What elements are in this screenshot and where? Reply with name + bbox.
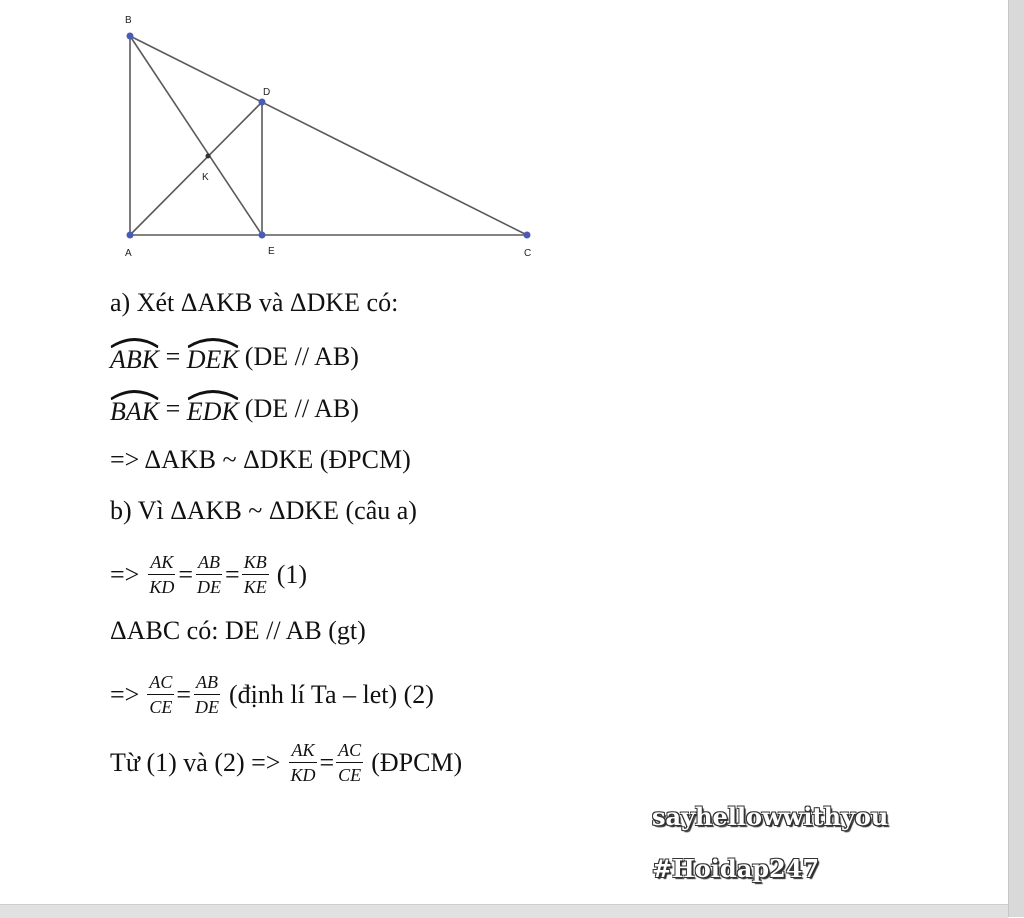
fraction: $\frac{AC}{CE}$ [338,740,362,785]
fraction: $\frac{AC}{CE}$ [149,672,173,717]
angle-EDK: EDK [187,390,239,428]
label-D: D [263,87,271,98]
angle-equality-1: ABK = DEK (DE // AB) [110,338,359,376]
point-K [206,154,211,159]
conclusion-a: => ΔAKB ~ ΔDKE (ĐPCM) [110,445,411,474]
part-a-title: a) Xét ΔAKB và ΔDKE có: [110,288,399,317]
label-K: K [202,172,209,183]
label-A: A [125,248,132,259]
signature-name: sayhellowwithyou [652,802,889,831]
angle-ABK: ABK [110,338,159,376]
point-D [259,99,266,106]
segment-BE [130,36,262,235]
signature-tag: #Hoidap247 [652,854,820,883]
triangle-abc-statement: ΔABC có: DE // AB (gt) [110,616,366,645]
label-E: E [268,246,275,257]
geometry-figure [0,0,560,270]
window-edge-right [1008,0,1024,917]
fraction: $\frac{AK}{KD}$ [290,740,316,785]
fraction: $\frac{AB}{DE}$ [197,552,222,597]
fraction: $\frac{AK}{KD}$ [149,552,175,597]
angle-DEK: DEK [187,338,239,376]
point-B [127,33,134,40]
point-C [524,232,531,239]
ratio-equation-1: => $\frac{AK}{KD}$ = $\frac{AB}{DE}$ = $\frac{KB}{KE}$ (1) [110,552,308,597]
label-C: C [524,248,532,259]
ratio-equation-2: => $\frac{AC}{CE}$ = $\frac{AB}{DE}$ (định lí Ta – let) (2) [110,672,434,717]
fraction: $\frac{AB}{DE}$ [195,672,220,717]
fraction: $\frac{KB}{KE}$ [243,552,267,597]
window-edge-bottom [0,904,1008,918]
angle-equality-2: BAK = EDK (DE // AB) [110,390,359,428]
label-B: B [125,15,132,26]
angle-BAK: BAK [110,390,159,428]
part-b-title: b) Vì ΔAKB ~ ΔDKE (câu a) [110,496,417,525]
point-E [259,232,266,239]
segment-AD [130,102,262,235]
point-A [127,232,134,239]
segment-BC [130,36,527,235]
ratio-equation-3: Từ (1) và (2) => $\frac{AK}{KD}$ = $\frac{AC}{CE}$ (ĐPCM) [110,740,463,785]
